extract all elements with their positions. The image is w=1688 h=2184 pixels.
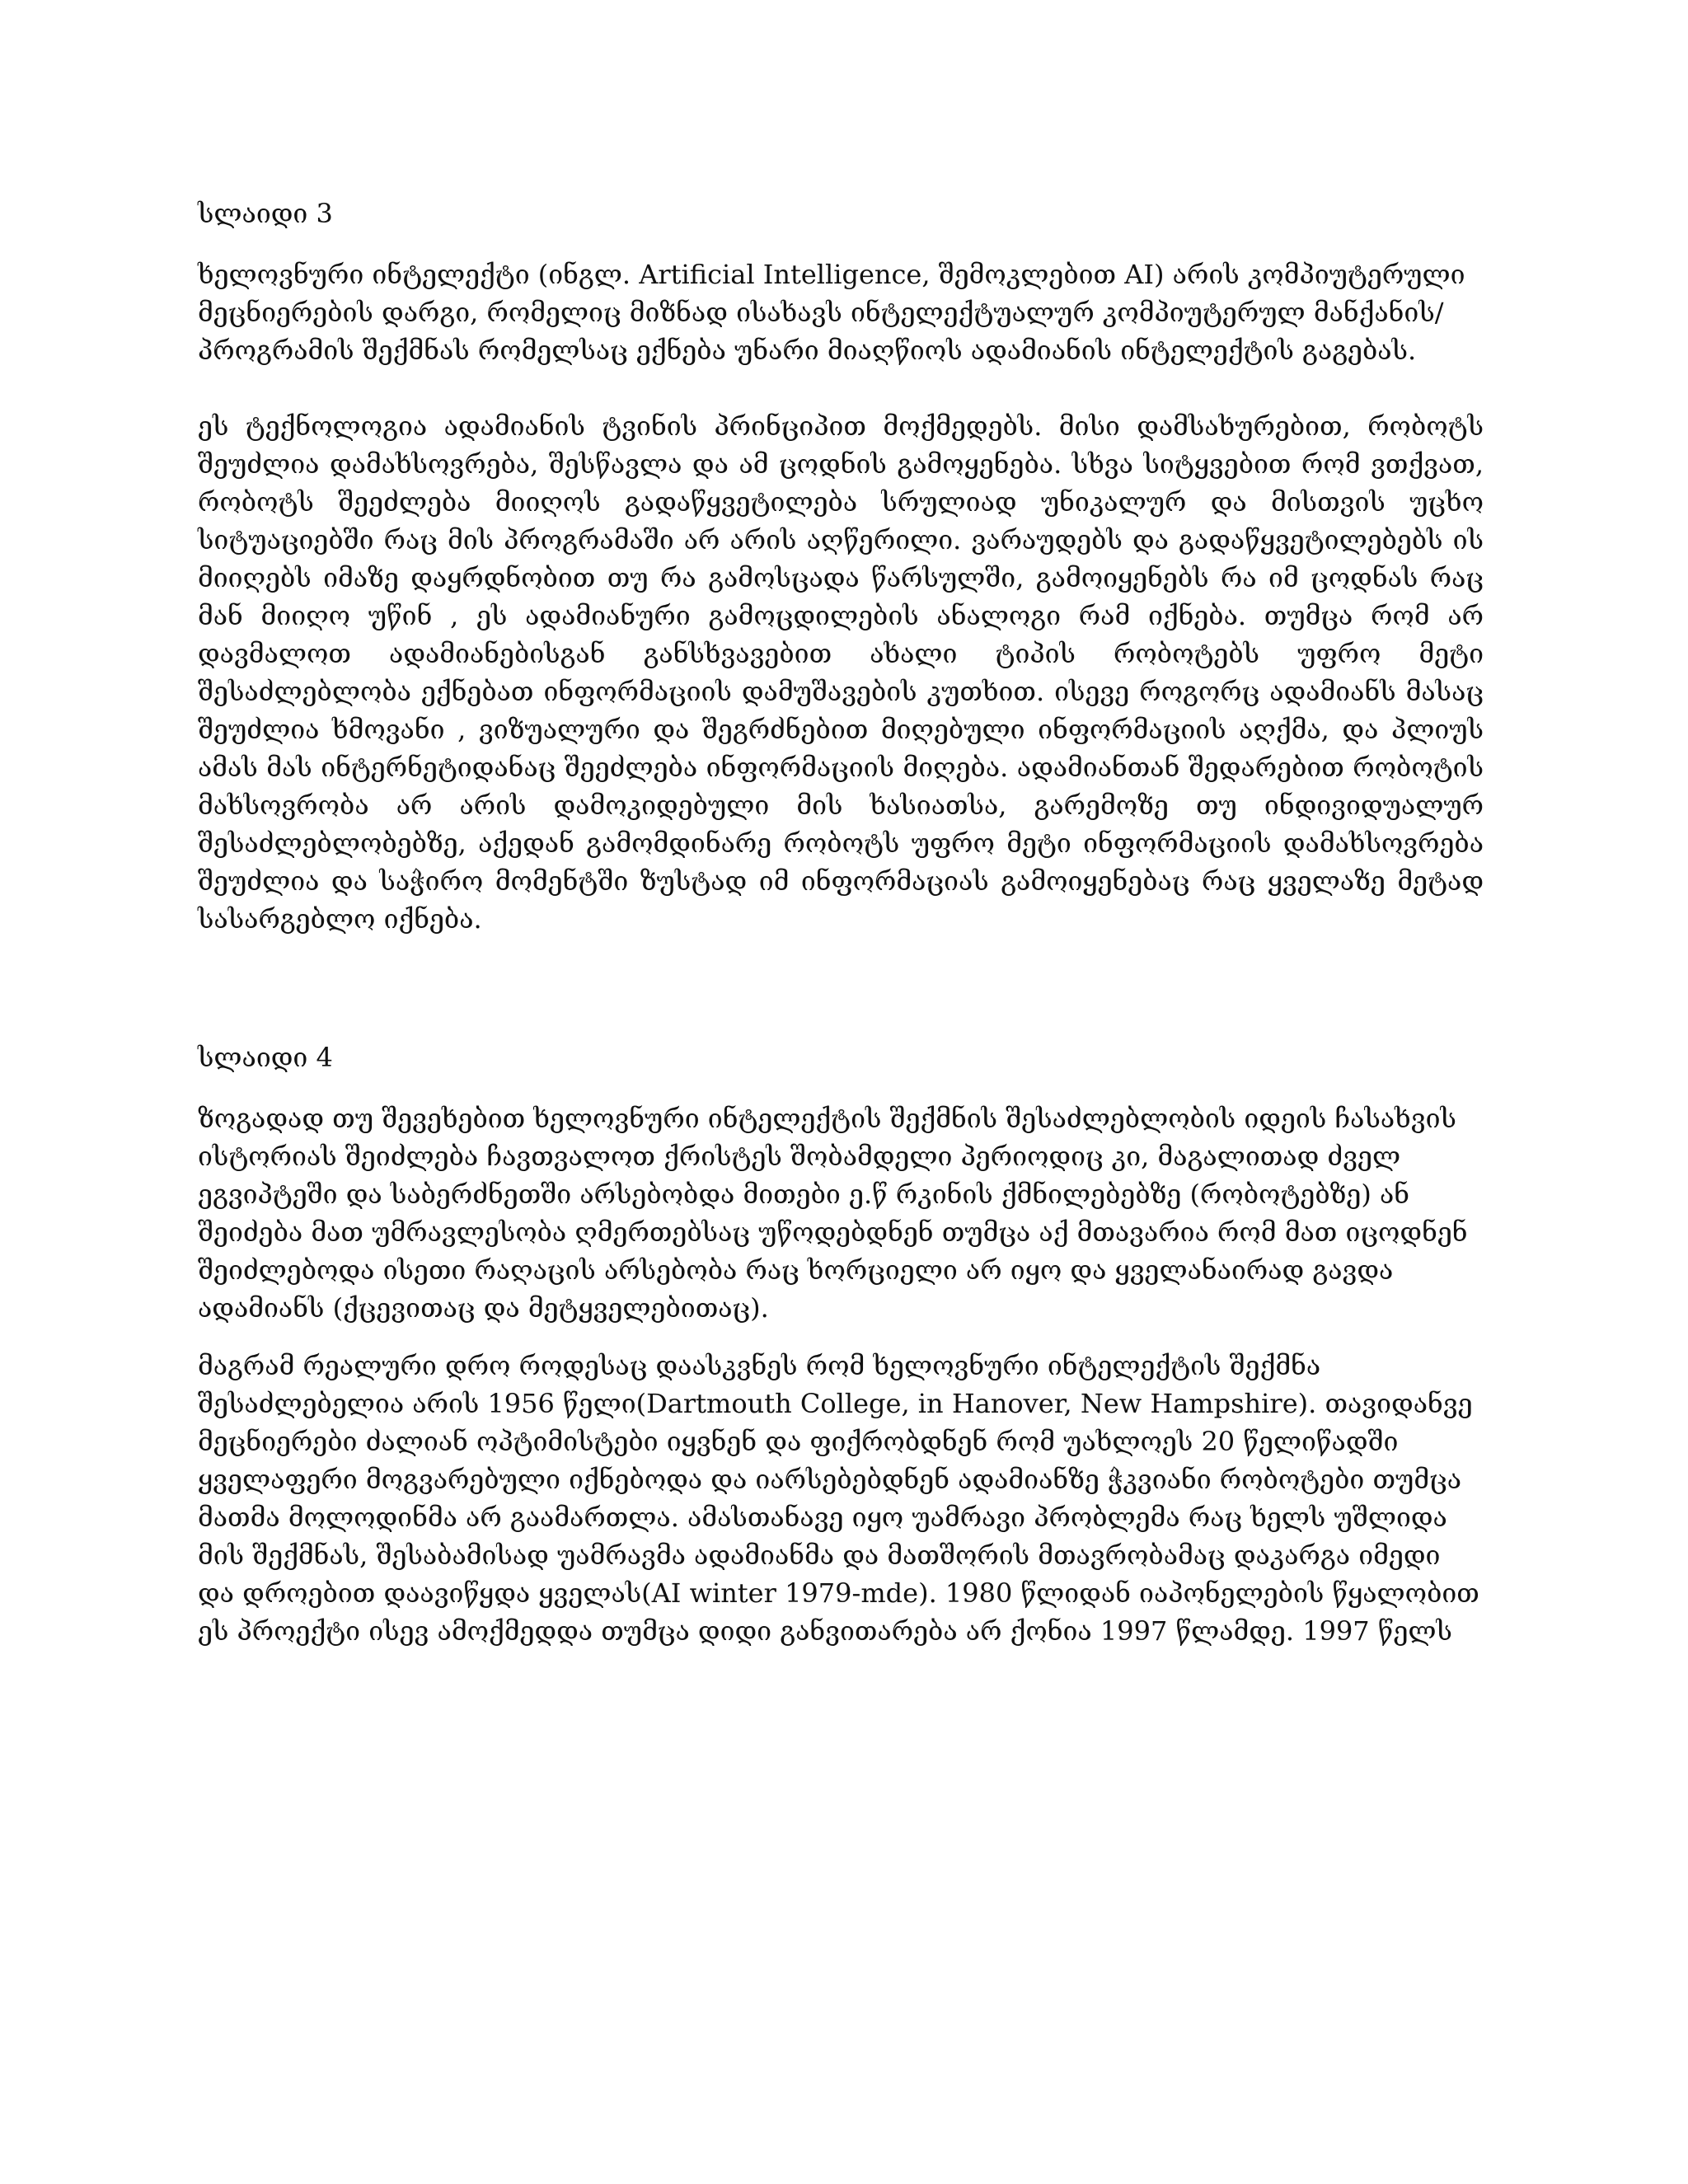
section-heading: სლაიდი 4 — [198, 1042, 333, 1073]
section-slide-4 — [198, 1038, 1484, 1650]
section-spacer — [198, 938, 1484, 1038]
paragraph: ზოგადად თუ შევეხებით ხელოვნური ინტელექტის შექმნის შესაძლებლობის იდეის ჩასახვის ისტორიას შეიძლება ჩავთვალოთ ქრისტეს შობამდელი პერიოდიც კი, მაგალითად ძველ ეგვიპტეში და საბერძნეთში არსებობდა მითები ე.წ რკინის ქმნილებებზე (რობოტებზე) ან შეიძება მათ უმრავლესობა ღმერთებსაც უწოდებდნენ თუმცა აქ მთავარია რომ მათ იცოდნენ შეიძლებოდა ისეთი რაღაცის არსებობა რაც ხორციელი არ იყო და ყველანაირად გავდა ადამიანს (ქცევითაც და მეტყველებითაც). — [198, 1103, 1468, 1324]
document-page — [198, 194, 1484, 1650]
paragraph: ხელოვნური ინტელექტი (ინგლ. Artificial Intelligence, შემოკლებით AI) არის კომპიუტერული მეცნიერების დარგი, რომელიც მიზნად ისახავს ინტელექტუალურ კომპიუტერულ მანქანის/პროგრამის შექმნას რომელსაც ექნება უნარი მიაღწიოს ადამიანის ინტელექტის გაგებას. — [198, 259, 1465, 366]
section-heading: სლაიდი 3 — [198, 198, 333, 229]
paragraph: მაგრამ რეალური დრო როდესაც დაასკვნეს რომ ხელოვნური ინტელექტის შექმნა შესაძლებელია არის 1956 წელი(Dartmouth College, in Hanover, New Hampshire). თავიდანვე მეცნიერები ძალიან ოპტიმისტები იყვნენ და ფიქრობდნენ რომ უახლოეს 20 წელიწადში ყველაფერი მოგვარებული იქნებოდა და იარსებებდნენ ადამიანზე ჭკვიანი რობოტები თუმცა მათმა მოლოდინმა არ გაამართლა. ამასთანავე იყო უამრავი პრობლემა რაც ხელს უშლიდა მის შექმნას, შესაბამისად უამრავმა ადამიანმა და მათშორის მთავრობამაც დაკარგა იმედი და დროებით დაავიწყდა ყველას(AI winter 1979-mde). 1980 წლიდან იაპონელების წყალობით ეს პროექტი ისევ ამოქმედდა თუმცა დიდი განვითარება არ ქონია 1997 წლამდე. 1997 წელს — [198, 1350, 1479, 1647]
paragraph: ეს ტექნოლოგია ადამიანის ტვინის პრინციპით მოქმედებს. მისი დამსახურებით, რობოტს შეუძლია დამახსოვრება, შესწავლა და ამ ცოდნის გამოყენება. სხვა სიტყვებით რომ ვთქვათ, რობოტს შეეძლება მიიღოს გადაწყვეტილება სრულიად უნიკალურ და მისთვის უცხო სიტუაციებში რაც მის პროგრამაში არ არის აღწერილი. ვარაუდებს და გადაწყვეტილებებს ის მიიღებს იმაზე დაყრდნობით თუ რა გამოსცადა წარსულში, გამოიყენებს რა იმ ცოდნას რაც მან მიიღო უწინ , ეს ადამიანური გამოცდილების ანალოგი რამ იქნება. თუმცა რომ არ დავმალოთ ადამიანებისგან განსხვავებით ახალი ტიპის რობოტებს უფრო მეტი შესაძლებლობა ექნებათ ინფორმაციის დამუშავების კუთხით. ისევე როგორც ადამიანს მასაც შეუძლია ხმოვანი , ვიზუალური და შეგრძნებით მიღებული ინფორმაციის აღქმა, და პლიუს ამას მას ინტერნეტიდანაც შეეძლება ინფორმაციის მიღება. ადამიანთან შედარებით რობოტის მახსოვრობა არ არის დამოკიდებული მის ხასიათსა, გარემოზე თუ ინდივიდუალურ შესაძლებლობებზე, აქედან გამომდინარე რობოტს უფრო მეტი ინფორმაციის დამახსოვრება შეუძლია და საჭირო მომენტში ზუსტად იმ ინფორმაციას გამოიყენებაც რაც ყველაზე მეტად სასარგებლო იქნება. — [198, 410, 1484, 935]
section-slide-3 — [198, 194, 1484, 938]
